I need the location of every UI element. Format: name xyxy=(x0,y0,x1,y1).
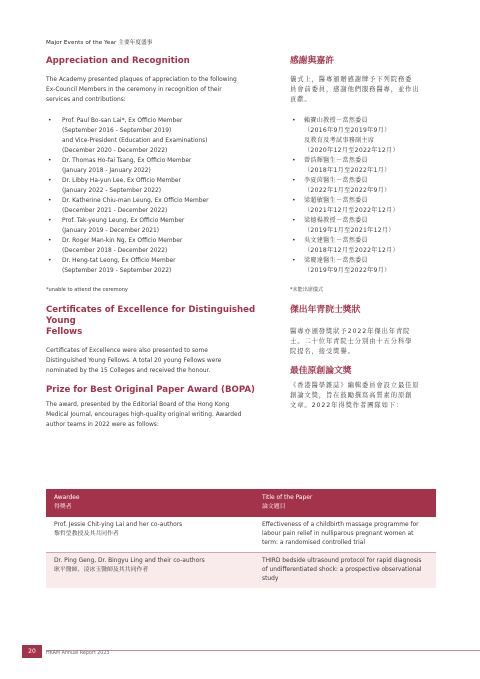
table-row xyxy=(46,517,436,553)
list-item: • Prof. Paul Bo-san Lai*, Ex Officio Member (September 2016 - September 2019) and Vice-President (Education and Examinations) (December 2020 - December 2022) xyxy=(48,118,208,154)
list-item: • Dr. Heng-tat Leong, Ex Officio Member (September 2019 - September 2022) xyxy=(48,258,176,274)
english-column xyxy=(46,56,274,430)
list-item: • Dr. Libby Ha-yun Lee, Ex Officio Member (January 2022 - September 2022) xyxy=(48,178,181,194)
bopa-award-table xyxy=(46,489,436,588)
bopa-heading-zh: 最佳原創論文獎 xyxy=(290,366,352,376)
list-item: • 梁超敏醫生－當然委員 （2021年12月至2022年12月） xyxy=(292,197,399,214)
page-number: 20 xyxy=(22,645,42,658)
list-item: • 李夏茵醫生－當然委員 （2022年1月至2022年9月） xyxy=(292,177,391,194)
appreciation-intro-en: The Academy presented plaques of appreciation to the following Ex-Council Members in the ceremony in recognition of their services and contributions: xyxy=(46,77,237,103)
young-fellows-body-zh: 醫專亦頒發獎狀予2022年傑出年青院 士。二十位年青院士分別由十五分科學 院提名，接受獎譽。 xyxy=(290,328,413,355)
appreciation-heading-en: Appreciation and Recognition xyxy=(46,56,190,66)
list-item: • 賴寶山教授－當然委員 （2016年9月至2019年9月） 及教育及考試事務副主席 （2020年12月至2022年12月） xyxy=(292,117,399,154)
bopa-heading-en: Prize for Best Original Paper Award (BOPA) xyxy=(46,385,255,395)
footnote-zh: *未能出席儀式 xyxy=(290,287,324,293)
appreciation-intro-zh: 儀式上，醫專頒贈感謝牌予下列院務委 員會前委員，感謝他們服務醫專，並作出 貢獻。 xyxy=(290,76,420,103)
list-item: • Prof. Tak-yeung Leung, Ex Officio Member (January 2019 - December 2021) xyxy=(48,218,185,234)
young-fellows-heading-en: Certificates of Excellence for Distinguished Young Fellows xyxy=(46,305,256,337)
paper-title-cell: THIRD bedside ultrasound protocol for rapid diagnosis of undifferentiated shock: a prospective observational study xyxy=(254,553,436,589)
table-header-row xyxy=(46,489,436,517)
publication-name: HKAM Annual Report 2023 xyxy=(46,651,110,656)
list-item: • 曾浩輝醫生－當然委員 （2018年1月至2022年1月） xyxy=(292,157,391,174)
young-fellows-body-en: Certificates of Excellence were also presented to some Distinguished Young Fellows. A total 20 young Fellows were nominated by the 15 Colleges and received the honour. xyxy=(46,348,222,374)
bopa-body-en: The award, presented by the Editorial Board of the Hong Kong Medical Journal, encourages high-quality original writing. Awarded author teams in 2022 were as follows: xyxy=(46,402,242,428)
chinese-column xyxy=(290,56,436,411)
list-item: • Dr. Thomas Ho-fai Tsang, Ex Officio Member (January 2018 - January 2022) xyxy=(48,158,192,174)
awardee-cell: Dr. Ping Geng, Dr. Bingyu Ling and their co-authors 耿平醫師、凌冰玉醫師及其共同作者 xyxy=(46,553,254,589)
column-header-paper-title: Title of the Paper 論文題目 xyxy=(254,489,436,517)
running-head: Major Events of the Year 主要年度盛事 xyxy=(46,40,153,46)
list-item: • 吳文建醫生－當然委員 （2018年12月至2022年12月） xyxy=(292,237,399,254)
young-fellows-heading-zh: 傑出年青院士獎狀 xyxy=(290,305,361,315)
bopa-body-zh: 《香港醫學雜誌》編輯委員會設立最佳原 創論文獎，旨在鼓勵撰寫高質素的原創 文章。2022年得獎作者團隊如下： xyxy=(290,382,420,409)
awardee-cell: Prof. Jessie Chit-ying Lai and her co-authors 黎哲瑩教授及其共同作者 xyxy=(46,517,254,553)
table-row xyxy=(46,553,436,589)
list-item: • Dr. Katherine Chiu-man Leung, Ex Officio Member (December 2021 - December 2022) xyxy=(48,198,209,214)
list-item: • Dr. Roger Man-kin Ng, Ex Officio Member (December 2018 - December 2022) xyxy=(48,238,183,254)
member-list-en xyxy=(46,116,274,276)
column-header-awardee: Awardee 得獎者 xyxy=(46,489,254,517)
footer-divider xyxy=(46,650,480,651)
member-list-zh xyxy=(290,116,436,276)
appreciation-heading-zh: 感謝與嘉許 xyxy=(290,56,334,66)
paper-title-cell: Effectiveness of a childbirth massage programme for labour pain relief in nulliparous pregnant women at term: a randomised controlled trial xyxy=(254,517,436,553)
footnote-en: *unable to attend the ceremony xyxy=(46,287,128,293)
list-item: • 梁德楊教授－當然委員 （2019年1月至2021年12月） xyxy=(292,217,395,234)
list-item: • 梁慶達醫生－當然委員 （2019年9月至2022年9月） xyxy=(292,257,391,274)
